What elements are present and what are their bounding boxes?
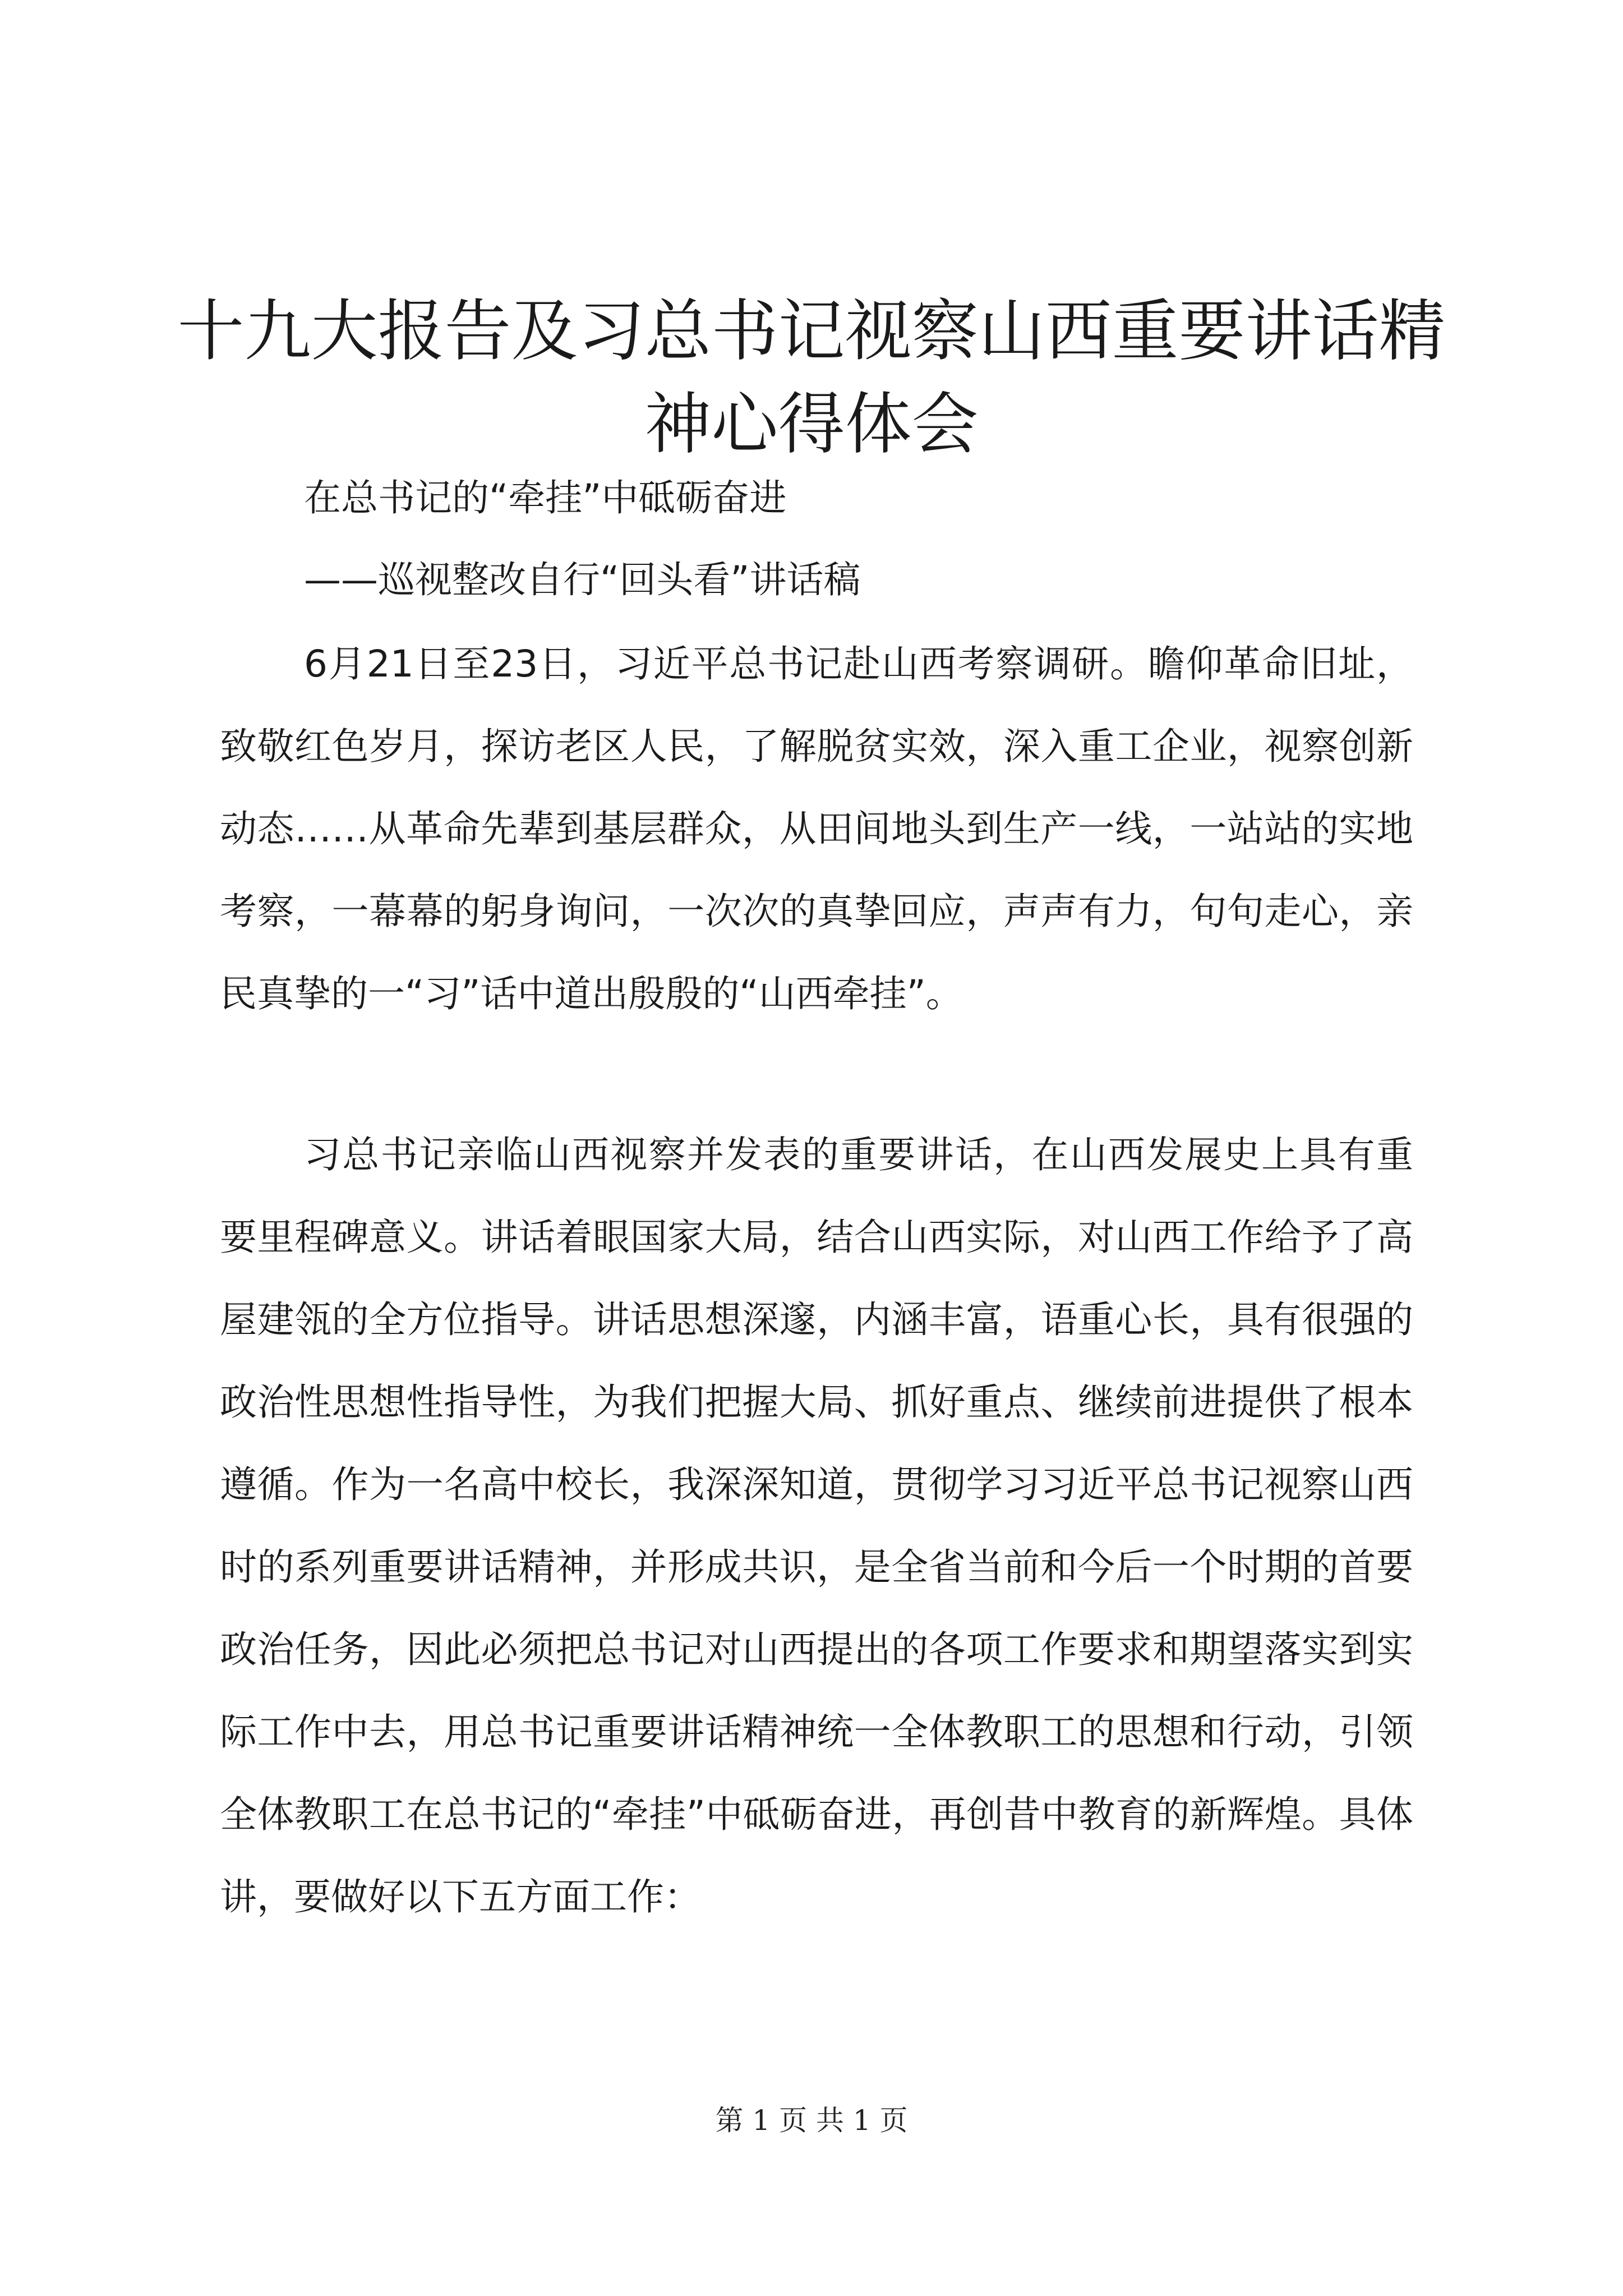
page-footer: 第 1 页 共 1 页: [715, 2104, 908, 2137]
body-paragraph: 习总书记亲临山西视察并发表的重要讲话，在山西发展史上具有重要里程碑意义。讲话着眼国家大局，结合山西实际，对山西工作给予了高屋建瓴的全方位指导。讲话思想深邃，内涵丰富，语重心长，具有很强的政治性思想性指导性，为我们把握大局、抓好重点、继续前进提供了根本遵循。作为一名高中校长，我深深知道，贯彻学习习近平总书记视察山西时的系列重要讲话精神，并形成共识，是全省当前和今后一个时期的首要政治任务，因此必须把总书记对山西提出的各项工作要求和期望落实到实际工作中去，用总书记重要讲话精神统一全体教职工的思想和行动，引领全体教职工在总书记的“牵挂”中砥砺奋进，再创昔中教育的新辉煌。具体讲，要做好以下五方面工作：: [220, 1133, 1413, 1918]
body-paragraph: 6月21日至23日，习近平总书记赴山西考察调研。瞻仰革命旧址，致敬红色岁月，探访老区人民，了解脱贫实效，深入重工企业，视察创新动态……从革命先辈到基层群众，从田间地头到生产一线，一站站的实地考察，一幕幕的躬身询问，一次次的真挚回应，声声有力，句句走心，亲民真挚的一“习”话中道出殷殷的“山西牵挂”。: [220, 642, 1413, 1015]
subtitle-secondary: ——巡视整改自行“回头看”讲话稿: [304, 558, 861, 601]
document-title: 十九大报告及习总书记视察山西重要讲话精神心得体会: [177, 293, 1446, 463]
subtitle: 在总书记的“牵挂”中砥砺奋进: [304, 476, 787, 519]
